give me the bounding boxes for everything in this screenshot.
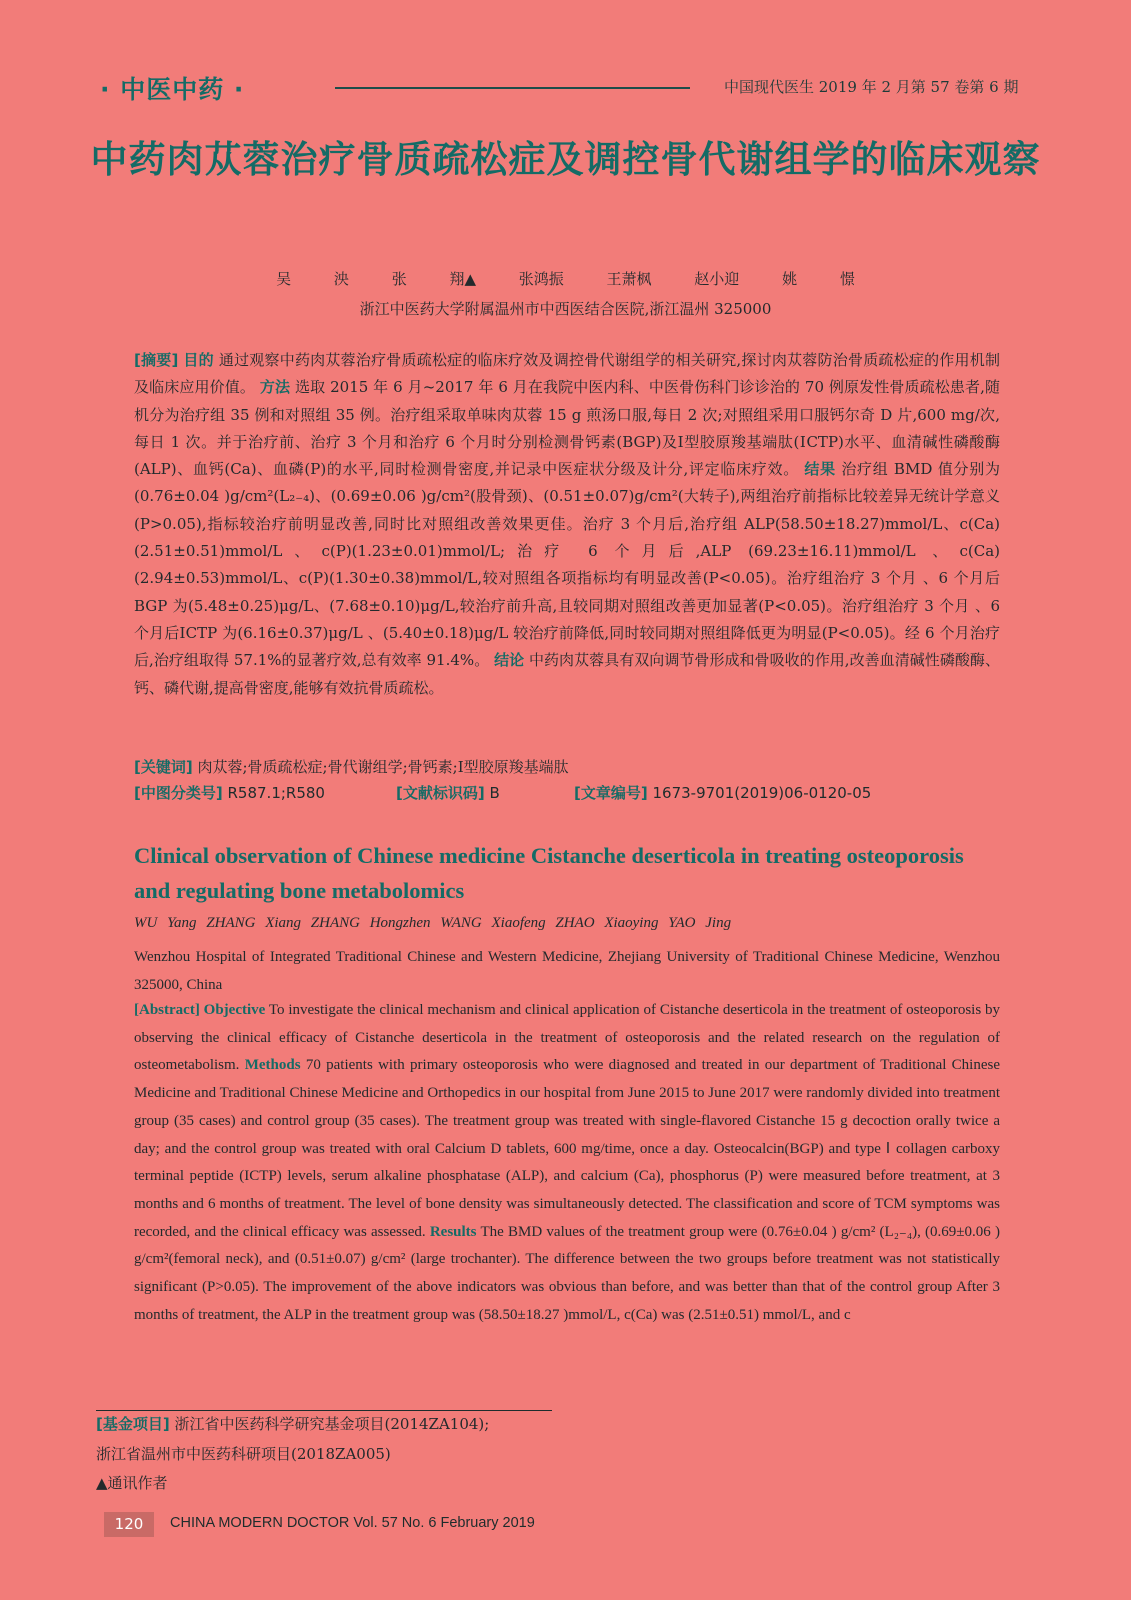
conclusion-text-cn: 中药肉苁蓉具有双向调节骨形成和骨吸收的作用,改善血清碱性磷酸酶、钙、磷代谢,提高骨密度,能够有效抗骨质疏松。 [134,651,1000,697]
objective-label-en: Objective [203,1002,266,1018]
classification-row [134,782,1000,803]
fund-line-1 [96,1413,489,1434]
journal-issue: 中国现代医生 2019 年 2 月第 57 卷第 6 期 [724,78,1019,96]
article-title-cn: 中药肉苁蓉治疗骨质疏松症及调控骨代谢组学的临床观察 [90,138,1041,181]
abstract-label-cn: [摘要] [134,351,179,369]
authors-en: WU Yang ZHANG Xiang ZHANG Hongzhen WANG Xiaofeng ZHAO Xiaoying YAO Jing [134,915,732,931]
fund-text-1: 浙江省中医药科学研究基金项目(2014ZA104); [174,1415,490,1433]
column-tag: · 中医中药 · [100,75,245,104]
abstract-cn [134,347,1000,702]
results-label-cn: 结果 [804,460,836,479]
article-title-en: Clinical observation of Chinese medicine Cistanche deserticola in treating osteoporosis and regulating bone metabolomics [134,843,964,903]
fund-label: [基金项目] [96,1415,170,1433]
authors-cn: 吴 泱 张 翔▲ 张鸿振 王萧枫 赵小迎 姚 憬 [276,270,855,288]
clc-value: R587.1;R580 [227,784,325,802]
objective-text-cn: 通过观察中药肉苁蓉治疗骨质疏松症的临床疗效及调控骨代谢组学的相关研究,探讨肉苁蓉防治骨质疏松症的作用机制及临床应用价值。 [134,351,1000,397]
corresponding-author-note: ▲通讯作者 [96,1474,168,1492]
header-rule [335,87,690,89]
page-number: 120 [104,1512,154,1537]
affiliation-cn: 浙江中医药大学附属温州市中西医结合医院,浙江温州 325000 [359,300,772,318]
affiliation-en: Wenzhou Hospital of Integrated Traditional Chinese and Western Medicine, Zhejiang University of Traditional Chinese Medicine, Wenzhou 325000, China [134,949,1000,993]
methods-label-cn: 方法 [259,378,291,397]
article-no-value: 1673-9701(2019)06-0120-05 [652,784,872,802]
methods-text-en: 70 patients with primary osteoporosis who were diagnosed and treated in our department of Traditional Chinese Medicine and Traditional Chinese Medicine and Orthopedics in our hospital from June 2015 to June 2017 were randomly divided into treatment group (35 cases) and control group (35 cases). The treatment group was treated with single-flavored Cistanche 15 g decoction orally twice a day; and the control group was treated with oral Calcium D tablets, 600 mg/time, once a day. Osteocalcin(BGP) and type Ⅰ collagen carboxy terminal peptide (ICTP) levels, serum alkaline phosphatase (ALP), and calcium (Ca), phosphorus (P) were measured before treatment, at 3 months and 6 months of treatment. The level of bone density was simultaneously detected. The classification and score of TCM symptoms was recorded, and the clinical efficacy was assessed. [134,1057,1001,1240]
doc-code-value: B [489,784,500,802]
keywords-cn [134,754,1000,781]
results-label-en: Results [429,1223,477,1240]
methods-label-en: Methods [244,1057,301,1074]
footnote-rule [96,1410,552,1411]
keywords-label-cn: [关键词] [134,758,193,776]
footer-journal: CHINA MODERN DOCTOR Vol. 57 No. 6 February 2019 [170,1515,535,1531]
doc-code-label: [文献标识码] [396,784,485,802]
fund-line-2: 浙江省温州市中医药科研项目(2018ZA005) [96,1445,391,1463]
abstract-en [134,997,1000,1329]
conclusion-label-cn: 结论 [494,651,525,670]
results-text-cn: 治疗组 BMD 值分别为(0.76±0.04 )g/cm²(L₂₋₄)、(0.69±0.06 )g/cm²(股骨颈)、(0.51±0.07)g/cm²(大转子),两组治疗前指标比较差异无统计学意义(P>0.05),指标较治疗前明显改善,同时比对照组改善效果更佳。治疗 3 个月后,治疗组 ALP(58.50±18.27)mmol/L、c(Ca)(2.51±0.51)mmol/L、c(P)(1.23±0.01)mmol/L;治疗 6 个月后,ALP (69.23±16.11)mmol/L 、c(Ca)(2.94±0.53)mmol/L、c(P)(1.30±0.38)mmol/L,较对照组各项指标均有明显改善(P<0.05)。治疗组治疗 3 个月 、6 个月后 BGP 为(5.48±0.25)μg/L、(7.68±0.10)μg/L,较治疗前升高,且较同期对照组改善更加显著(P<0.05)。治疗组治疗 3 个月 、6 个月后ⅠCTP 为(6.16±0.37)μg/L 、(5.40±0.18)μg/L 较治疗前降低,同时较同期对照组降低更为明显(P<0.05)。经 6 个月治疗后,治疗组取得 57.1%的显著疗效,总有效率 91.4%。 [134,460,1000,670]
keywords-text-cn: 肉苁蓉;骨质疏松症;骨代谢组学;骨钙素;Ⅰ型胶原羧基端肽 [197,758,569,776]
clc-label: [中图分类号] [134,784,223,802]
abstract-label-en: [Abstract] [134,1002,200,1018]
results-text-en: The BMD values of the treatment group were (0.76±0.04 ) g/cm² (L₂₋₄), (0.69±0.06 ) g/cm²(femoral neck), and (0.51±0.07) g/cm² (large trochanter). The difference between the two groups before treatment was not statistically significant (P>0.05). The improvement of the above indicators was obvious than before, and was better than that of the control group After 3 months of treatment, the ALP in the treatment group was (58.50±18.27 )mmol/L, c(Ca) was (2.51±0.51) mmol/L, and c [134,1223,1000,1323]
objective-label-cn: 目的 [183,351,214,369]
objective-text-en: To investigate the clinical mechanism and clinical application of Cistanche deserticola in the treatment of osteoporosis by observing the clinical efficacy of Cistanche deserticola in the treatment of osteoporosis and the related research on the regulation of osteometabolism. [134,1002,1001,1074]
article-no-label: [文章编号] [574,784,648,802]
methods-text-cn: 选取 2015 年 6 月~2017 年 6 月在我院中医内科、中医骨伤科门诊诊治的 70 例原发性骨质疏松患者,随机分为治疗组 35 例和对照组 35 例。治疗组采取单味肉苁蓉 15 g 煎汤口服,每日 2 次;对照组采用口服钙尔奇 D 片,600 mg/次,每日 1 次。并于治疗前、治疗 3 个月和治疗 6 个月时分别检测骨钙素(BGP)及Ⅰ型胶原羧基端肽(ⅠCTP)水平、血清碱性磷酸酶(ALP)、血钙(Ca)、血磷(P)的水平,同时检测骨密度,并记录中医症状分级及计分,评定临床疗效。 [134,378,1000,479]
